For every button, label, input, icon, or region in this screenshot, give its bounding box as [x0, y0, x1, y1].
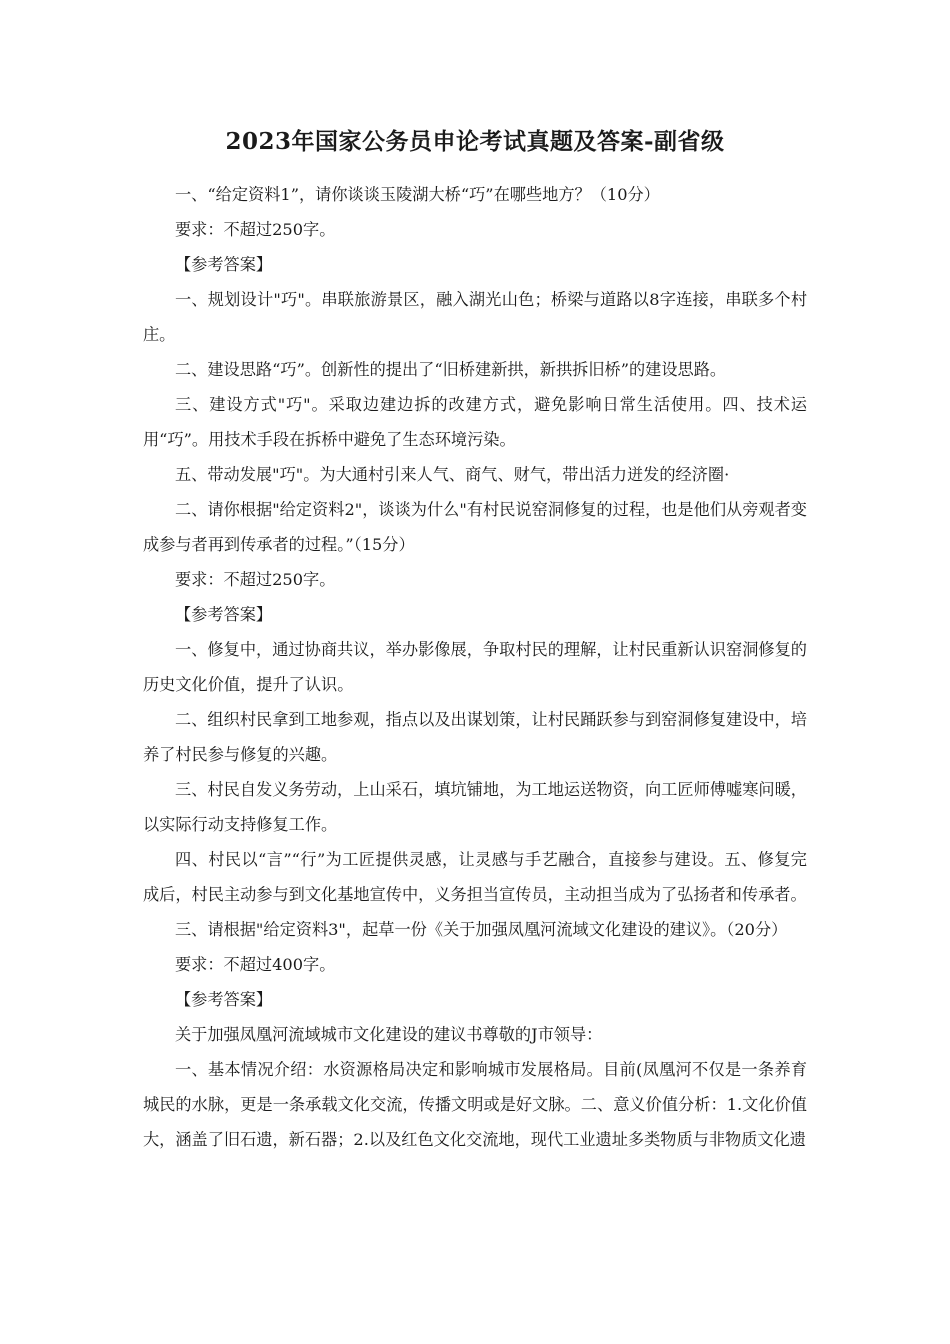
question-2: 二、请你根据"给定资料2"，谈谈为什么"有村民说窑洞修复的过程，也是他们从旁观者变成参与者再到传承者的过程。”（15分）	[143, 500, 807, 554]
answer-3-salutation: 关于加强凤凰河流域城市文化建设的建议书尊敬的J市领导：	[175, 1025, 603, 1044]
reference-answer-heading-1: 【参考答案】	[175, 255, 273, 274]
answer-1-point-5: 五、带动发展"巧"。为大通村引来人气、商气、财气，带出活力迸发的经济圈·	[175, 465, 730, 484]
document-body	[143, 177, 807, 1157]
question-3-requirement: 要求：不超过400字。	[175, 955, 336, 974]
question-1: 一、“给定资料1”，请你谈谈玉陵湖大桥“巧”在哪些地方？（10分）	[175, 185, 660, 204]
question-1-requirement: 要求：不超过250字。	[175, 220, 336, 239]
reference-answer-heading-2: 【参考答案】	[175, 605, 273, 624]
answer-2-point-3: 三、村民自发义务劳动，上山采石，填坑铺地，为工地运送物资，向工匠师傅嘘寒问暖，以实际行动支持修复工作。	[143, 780, 807, 834]
question-3: 三、请根据"给定资料3"，起草一份《关于加强凤凰河流域文化建设的建议》。（20分）	[175, 920, 788, 939]
answer-2-point-4-5: 四、村民以“言”“行”为工匠提供灵感，让灵感与手艺融合，直接参与建设。五、修复完成后，村民主动参与到文化基地宣传中，义务担当宣传员，主动担当成为了弘扬者和传承者。	[143, 850, 807, 904]
answer-2-point-2: 二、组织村民拿到工地参观，指点以及出谋划策，让村民踊跃参与到窑洞修复建设中，培养了村民参与修复的兴趣。	[143, 710, 807, 764]
answer-1-point-1: 一、规划设计"巧"。串联旅游景区，融入湖光山色；桥梁与道路以8字连接，串联多个村庄。	[143, 290, 807, 344]
reference-answer-heading-3: 【参考答案】	[175, 990, 273, 1009]
answer-2-point-1: 一、修复中，通过协商共议，举办影像展，争取村民的理解，让村民重新认识窑洞修复的历史文化价值，提升了认识。	[143, 640, 807, 694]
answer-1-point-2: 二、建设思路“巧”。创新性的提出了“旧桥建新拱，新拱拆旧桥”的建设思路。	[175, 360, 727, 379]
answer-3-body: 一、基本情况介绍：水资源格局决定和影响城市发展格局。目前(凤凰河不仅是一条养育城民的水脉，更是一条承载文化交流，传播文明或是好文脉。二、意义价值分析：1.文化价值大，涵盖了旧石遗，新石器；2.以及红色文化交流地，现代工业遗址多类物质与非物质文化遗	[143, 1060, 807, 1149]
answer-1-point-3-4: 三、建设方式"巧"。采取边建边拆的改建方式，避免影响日常生活使用。四、技术运用“巧”。用技术手段在拆桥中避免了生态环境污染。	[143, 395, 807, 449]
document-title: 2023年国家公务员申论考试真题及答案-副省级	[225, 128, 725, 155]
question-2-requirement: 要求：不超过250字。	[175, 570, 336, 589]
